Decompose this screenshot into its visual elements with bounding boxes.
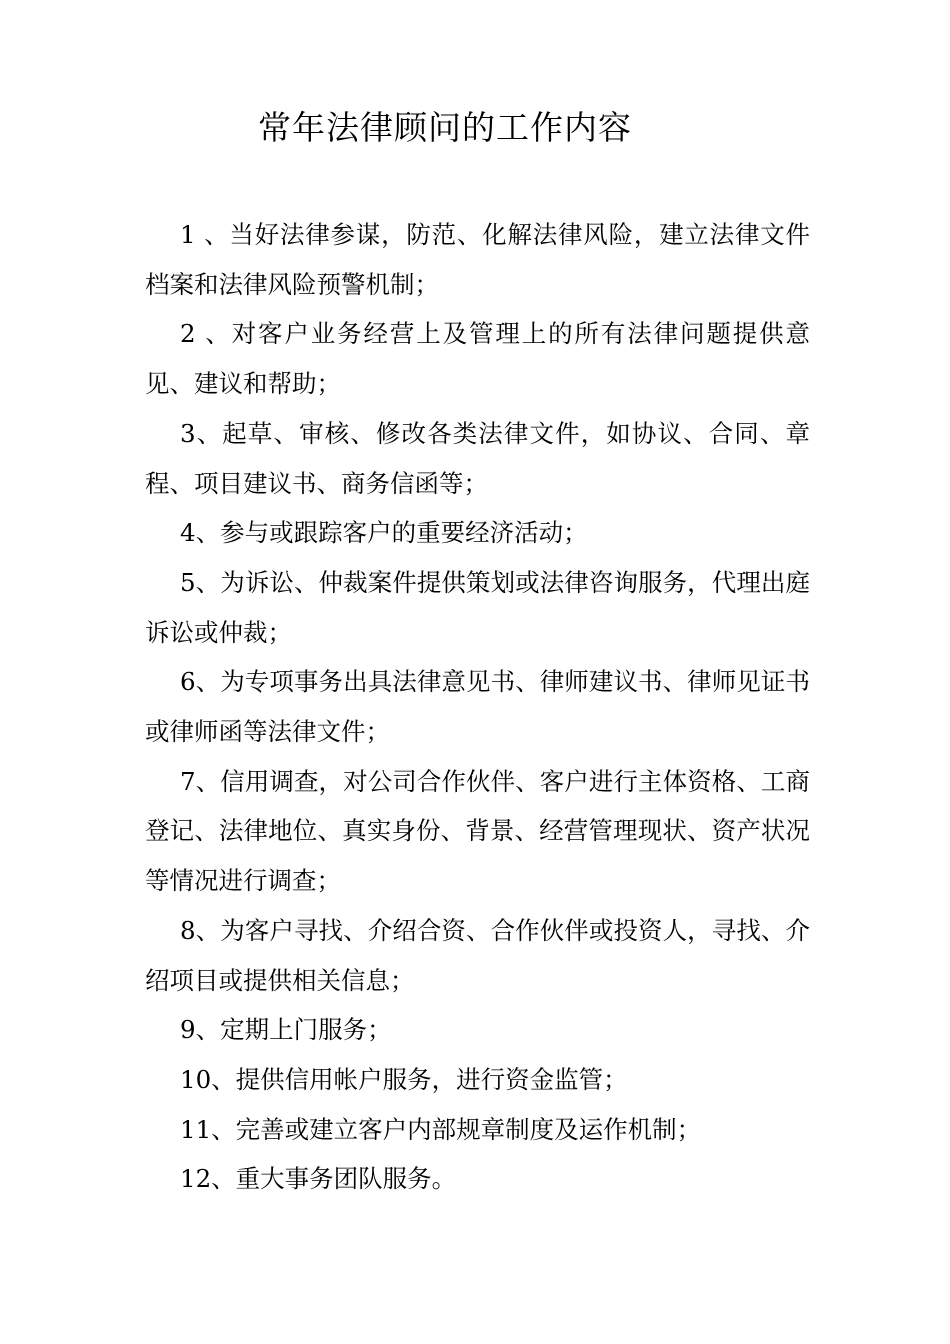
document-body [145, 210, 810, 1204]
document-title: 常年法律顾问的工作内容 [258, 108, 632, 147]
list-item: 11、完善或建立客户内部规章制度及运作机制； [180, 1114, 702, 1144]
list-item: 3、起草、审核、修改各类法律文件，如协议、合同、章程、项目建议书、商务信函等； [145, 418, 810, 498]
list-item: 2 、对客户业务经营上及管理上的所有法律问题提供意见、建议和帮助； [145, 319, 810, 399]
list-item: 4、参与或跟踪客户的重要经济活动； [180, 518, 588, 548]
list-item: 10、提供信用帐户服务，进行资金监管； [180, 1064, 628, 1094]
list-item: 12、重大事务团队服务。 [180, 1164, 457, 1194]
list-item: 6、为专项事务出具法律意见书、律师建议书、律师见证书或律师函等法律文件； [145, 667, 810, 747]
list-item: 8、为客户寻找、介绍合资、合作伙伴或投资人，寻找、介绍项目或提供相关信息； [145, 915, 810, 995]
list-item: 5、为诉讼、仲裁案件提供策划或法律咨询服务，代理出庭诉讼或仲裁； [145, 567, 810, 647]
list-item: 9、定期上门服务； [180, 1015, 392, 1045]
list-item: 7、信用调查，对公司合作伙伴、客户进行主体资格、工商登记、法律地位、真实身份、背景、经营管理现状、资产状况等情况进行调查； [145, 766, 810, 896]
list-item: 1 、当好法律参谋，防范、化解法律风险，建立法律文件档案和法律风险预警机制； [145, 220, 810, 299]
